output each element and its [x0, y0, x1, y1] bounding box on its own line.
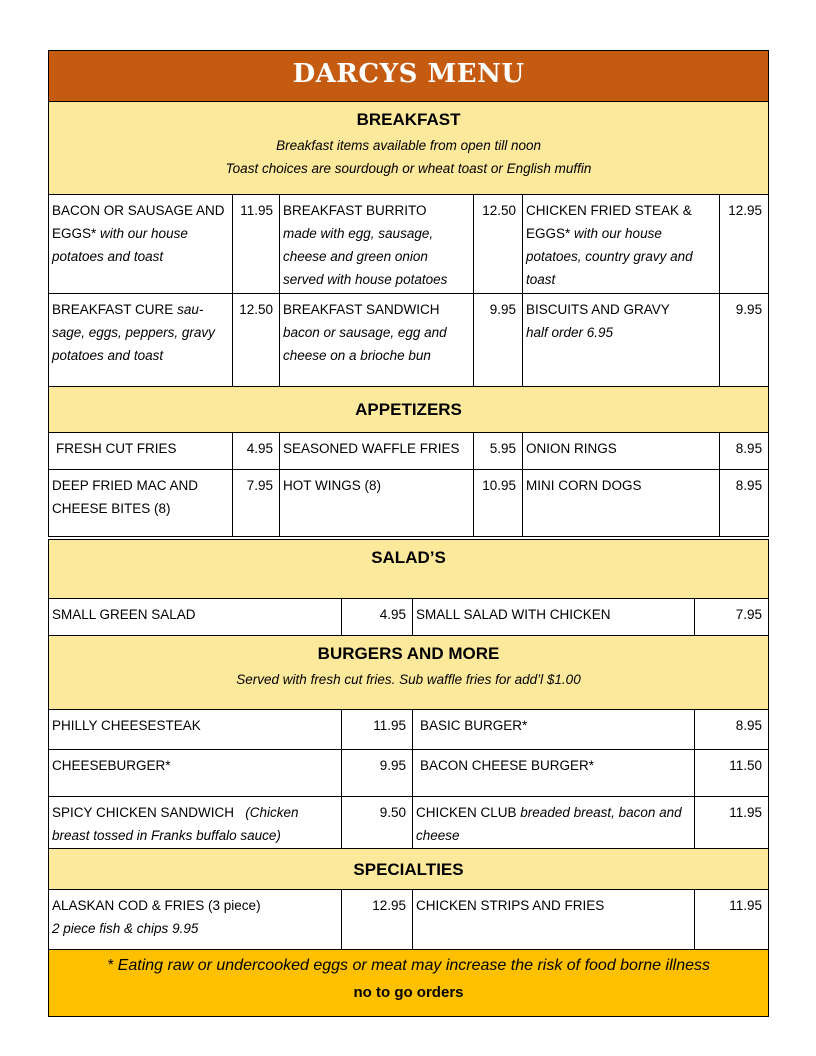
- item-price: 4.95: [233, 433, 280, 470]
- breakfast-item: [280, 195, 474, 294]
- item-price: 9.95: [342, 750, 413, 797]
- item-price: 12.50: [474, 195, 523, 294]
- burgers-title: BURGERS AND MORE: [317, 644, 500, 663]
- menu-table-bottom: [48, 539, 769, 1017]
- item-desc: sau-sage, eggs, peppers, gravy potatoes and toast: [52, 302, 215, 363]
- specialties-header: [49, 849, 769, 890]
- breakfast-item: [49, 294, 233, 387]
- item-name: BREAKFAST CURE: [52, 302, 174, 317]
- item-price: 11.95: [233, 195, 280, 294]
- burger-item: [413, 797, 695, 849]
- burger-item: BASIC BURGER*: [413, 710, 695, 750]
- item-desc: (Chicken breast tossed in Franks buffalo sauce): [52, 805, 299, 843]
- item-price: 11.50: [695, 750, 769, 797]
- item-price: 7.95: [233, 470, 280, 537]
- breakfast-title: BREAKFAST: [356, 110, 461, 129]
- item-name: SPICY CHICKEN SANDWICH: [52, 805, 235, 820]
- burgers-header: [49, 636, 769, 710]
- item-price: 11.95: [342, 710, 413, 750]
- appetizer-item: MINI CORN DOGS: [523, 470, 720, 537]
- burger-item: PHILLY CHEESESTEAK: [49, 710, 342, 750]
- item-price: 10.95: [474, 470, 523, 537]
- item-price: 8.95: [720, 470, 769, 537]
- item-price: 9.95: [474, 294, 523, 387]
- item-desc: breaded breast, bacon and cheese: [416, 805, 682, 843]
- item-price: 9.50: [342, 797, 413, 849]
- breakfast-item: [280, 294, 474, 387]
- appetizer-item: FRESH CUT FRIES: [49, 433, 233, 470]
- item-name: BREAKFAST BURRITO: [283, 203, 427, 218]
- specialties-title: SPECIALTIES: [353, 859, 464, 879]
- breakfast-note-2: Toast choices are sourdough or wheat toast or English muffin: [225, 161, 592, 176]
- item-price: 8.95: [695, 710, 769, 750]
- appetizers-title: APPETIZERS: [355, 400, 462, 419]
- menu-title-banner: [49, 51, 769, 102]
- menu-title: DARCYS MENU: [292, 59, 525, 89]
- item-price: 12.95: [342, 890, 413, 950]
- salad-item: SMALL GREEN SALAD: [49, 599, 342, 636]
- item-price: 5.95: [474, 433, 523, 470]
- burger-item: CHEESEBURGER*: [49, 750, 342, 797]
- food-safety-warning: * Eating raw or undercooked eggs or meat may increase the risk of food borne illness: [107, 957, 710, 974]
- item-desc: with our house potatoes and toast: [52, 226, 188, 264]
- item-name: CHICKEN FRIED STEAK & EGGS*: [526, 203, 692, 241]
- appetizer-item: SEASONED WAFFLE FRIES: [280, 433, 474, 470]
- specialty-item: CHICKEN STRIPS AND FRIES: [413, 890, 695, 950]
- item-price: 12.95: [720, 195, 769, 294]
- item-price: 4.95: [342, 599, 413, 636]
- item-price: 11.95: [695, 890, 769, 950]
- breakfast-note-1: Breakfast items available from open till noon: [276, 138, 541, 153]
- footer-banner: [49, 950, 769, 1017]
- item-price: 7.95: [695, 599, 769, 636]
- salads-title: SALAD’S: [371, 548, 446, 567]
- menu-table-top: [48, 50, 769, 537]
- specialty-item: [49, 890, 342, 950]
- salad-item: SMALL SALAD WITH CHICKEN: [413, 599, 695, 636]
- no-to-go-notice: no to go orders: [353, 984, 464, 1001]
- item-price: 11.95: [695, 797, 769, 849]
- appetizer-item: ONION RINGS: [523, 433, 720, 470]
- item-name: CHICKEN CLUB: [416, 805, 517, 820]
- item-desc: made with egg, sausage, cheese and green onion served with house potatoes: [283, 226, 448, 287]
- item-desc: with our house potatoes, country gravy and toast: [526, 226, 693, 287]
- item-name: BREAKFAST SANDWICH: [283, 302, 440, 317]
- appetizers-header: [49, 387, 769, 433]
- appetizer-item: DEEP FRIED MAC AND CHEESE BITES (8): [49, 470, 233, 537]
- salads-header: [49, 540, 769, 599]
- burger-item: BACON CHEESE BURGER*: [413, 750, 695, 797]
- item-desc: 2 piece fish & chips 9.95: [52, 921, 199, 936]
- item-price: 9.95: [720, 294, 769, 387]
- breakfast-item: [523, 195, 720, 294]
- item-name: BACON OR SAUSAGE AND EGGS*: [52, 203, 225, 241]
- appetizer-item: HOT WINGS (8): [280, 470, 474, 537]
- breakfast-item: [49, 195, 233, 294]
- burgers-note: Served with fresh cut fries. Sub waffle fries for add’l $1.00: [236, 672, 581, 687]
- item-price: 12.50: [233, 294, 280, 387]
- burger-item: [49, 797, 342, 849]
- item-desc: half order 6.95: [526, 325, 614, 340]
- item-name: BISCUITS AND GRAVY: [526, 302, 670, 317]
- item-desc: bacon or sausage, egg and cheese on a brioche bun: [283, 325, 447, 363]
- breakfast-item: [523, 294, 720, 387]
- breakfast-header: [49, 102, 769, 195]
- item-price: 8.95: [720, 433, 769, 470]
- item-name: ALASKAN COD & FRIES (3 piece): [52, 898, 261, 913]
